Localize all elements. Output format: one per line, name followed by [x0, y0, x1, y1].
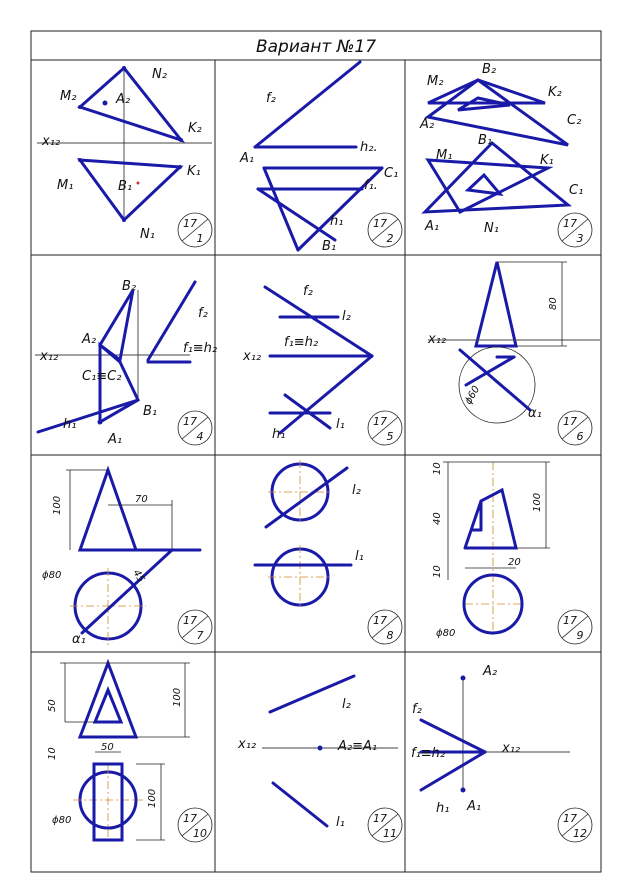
badge-8 [368, 610, 402, 644]
problem-5 [242, 284, 372, 442]
point-label: M₂ [427, 74, 444, 89]
point-label: h₂. [360, 140, 378, 155]
problem-9 [432, 462, 550, 639]
point-label: 70 [135, 494, 148, 505]
point-label: C₁ [569, 183, 584, 198]
point-label: 50 [47, 699, 58, 712]
point-label: ϕ80 [52, 815, 72, 826]
point-label: M₁ [436, 148, 453, 163]
badge-7 [178, 610, 212, 644]
problem-8 [255, 460, 364, 609]
badge-9 [558, 610, 592, 644]
point-label: 50 [101, 742, 114, 753]
point-label: 10 [432, 462, 443, 475]
point-label: C₁ [384, 166, 399, 181]
point-label: 80 [548, 297, 559, 310]
point-label: 10 [47, 747, 58, 760]
point-label: h₁ [272, 427, 286, 442]
badge-1 [178, 213, 212, 247]
point-label: 12 [573, 827, 587, 840]
point-label: 9 [576, 629, 584, 642]
point-label: 10 [193, 827, 207, 840]
point-label: A₁ [240, 151, 255, 166]
point-label: f₁≡h₂ [183, 341, 218, 356]
point-label: 17 [183, 614, 197, 627]
point-label: 17 [373, 217, 387, 230]
point-label: A₁ [108, 432, 123, 447]
point-label: 6 [576, 430, 584, 443]
badge-2 [368, 213, 402, 247]
point-label: f₂ [198, 306, 208, 321]
point-label: 100 [532, 492, 543, 512]
point-label: h₁ [330, 214, 344, 229]
point-label: A₁ [467, 799, 482, 814]
point-label: f₂ [266, 91, 276, 106]
point-label: M₁ [57, 178, 74, 193]
sheet-title: Вариант №17 [255, 37, 377, 57]
point-label: f₂ [303, 284, 313, 299]
point-label: 17 [373, 614, 387, 627]
point-label: 17 [183, 217, 197, 230]
point-label: l₁ [336, 815, 345, 830]
point-label: l₁ [336, 417, 345, 432]
point-label: N₁ [484, 221, 499, 236]
point-label: f₂ [412, 702, 422, 717]
point-label: K₁ [540, 153, 554, 168]
point-label: A₂ [82, 332, 97, 347]
point-label: l₂ [342, 309, 351, 324]
point-label: x₁₂ [243, 349, 262, 364]
badge-6 [558, 411, 592, 445]
point-label: 40 [432, 512, 443, 525]
point-label: α₁ [528, 406, 542, 421]
point-label: h₁ [436, 801, 450, 816]
problem-3 [419, 62, 583, 236]
point-label: N₁ [140, 227, 155, 242]
point-label: A₂ [483, 664, 498, 679]
point-label: h₁ [63, 417, 77, 432]
point-label: B₂ [122, 279, 137, 294]
point-label: K₂ [188, 121, 202, 136]
point-label: l₂ [342, 697, 351, 712]
point-label: α₁ [72, 632, 86, 647]
badge-4 [178, 411, 212, 445]
problem-12 [411, 664, 570, 816]
badge-11 [368, 808, 402, 842]
point-label: f₁. [364, 178, 378, 193]
problem-6 [427, 262, 600, 423]
point-label: ϕ80 [436, 628, 456, 639]
point-label: 2 [386, 232, 394, 245]
point-label: A₂ [420, 117, 435, 132]
point-label: A₂≡A₁ [338, 739, 378, 754]
point-label: K₂ [548, 85, 562, 100]
point-label: f₁≡h₂ [411, 746, 446, 761]
point-label: 11 [383, 827, 397, 840]
point-label: 17 [183, 812, 197, 825]
point-label: 17 [373, 812, 387, 825]
point-label: A₂ [116, 92, 131, 107]
problem-11 [237, 676, 398, 830]
point-label: 3 [576, 232, 584, 245]
point-label: 100 [52, 495, 63, 515]
point-label: x₁₂ [502, 741, 521, 756]
point-label: 17 [563, 812, 577, 825]
point-label: 5 [386, 430, 394, 443]
point-label: 20 [508, 557, 521, 568]
point-label: x₁₂ [42, 134, 61, 149]
point-label: ϕ80 [42, 570, 62, 581]
problem-10 [47, 663, 190, 840]
point-label: C₂ [567, 113, 582, 128]
point-label: l₁ [355, 549, 364, 564]
point-label: B₁ [143, 404, 158, 419]
point-label: M₂ [60, 89, 77, 104]
point-label: x₁₂ [238, 737, 257, 752]
point-label: 7 [196, 629, 204, 642]
point-label: x₁₂ [428, 332, 447, 347]
problem-7 [42, 470, 200, 647]
point-label: ϕ60 [463, 384, 483, 407]
point-label: B₁ [118, 179, 133, 194]
point-label: 10 [432, 565, 443, 578]
point-label: 17 [563, 614, 577, 627]
point-label: 100 [147, 788, 158, 808]
point-label: K₁ [187, 164, 201, 179]
badge-5 [368, 411, 402, 445]
point-label: 1 [196, 232, 204, 245]
point-label: 17 [183, 415, 197, 428]
point-label: 4 [196, 430, 204, 443]
point-label: B₁ [478, 133, 493, 148]
point-label: B₂ [482, 62, 497, 77]
point-label: N₂ [152, 67, 167, 82]
point-label: l₂ [352, 483, 361, 498]
point-label: 17 [563, 415, 577, 428]
point-label: 100 [172, 687, 183, 707]
point-label: A₁ [425, 219, 440, 234]
badge-12 [558, 808, 592, 842]
point-label: B₁ [322, 239, 337, 254]
point-label: C₁≡C₂ [82, 369, 122, 384]
point-label: 8 [386, 629, 394, 642]
point-label: 45 [130, 568, 147, 585]
badge-10 [178, 808, 212, 842]
point-label: f₁≡h₂ [284, 335, 319, 350]
point-label: x₁₂ [40, 349, 59, 364]
point-label: 17 [373, 415, 387, 428]
badge-3 [558, 213, 592, 247]
point-label: 17 [563, 217, 577, 230]
